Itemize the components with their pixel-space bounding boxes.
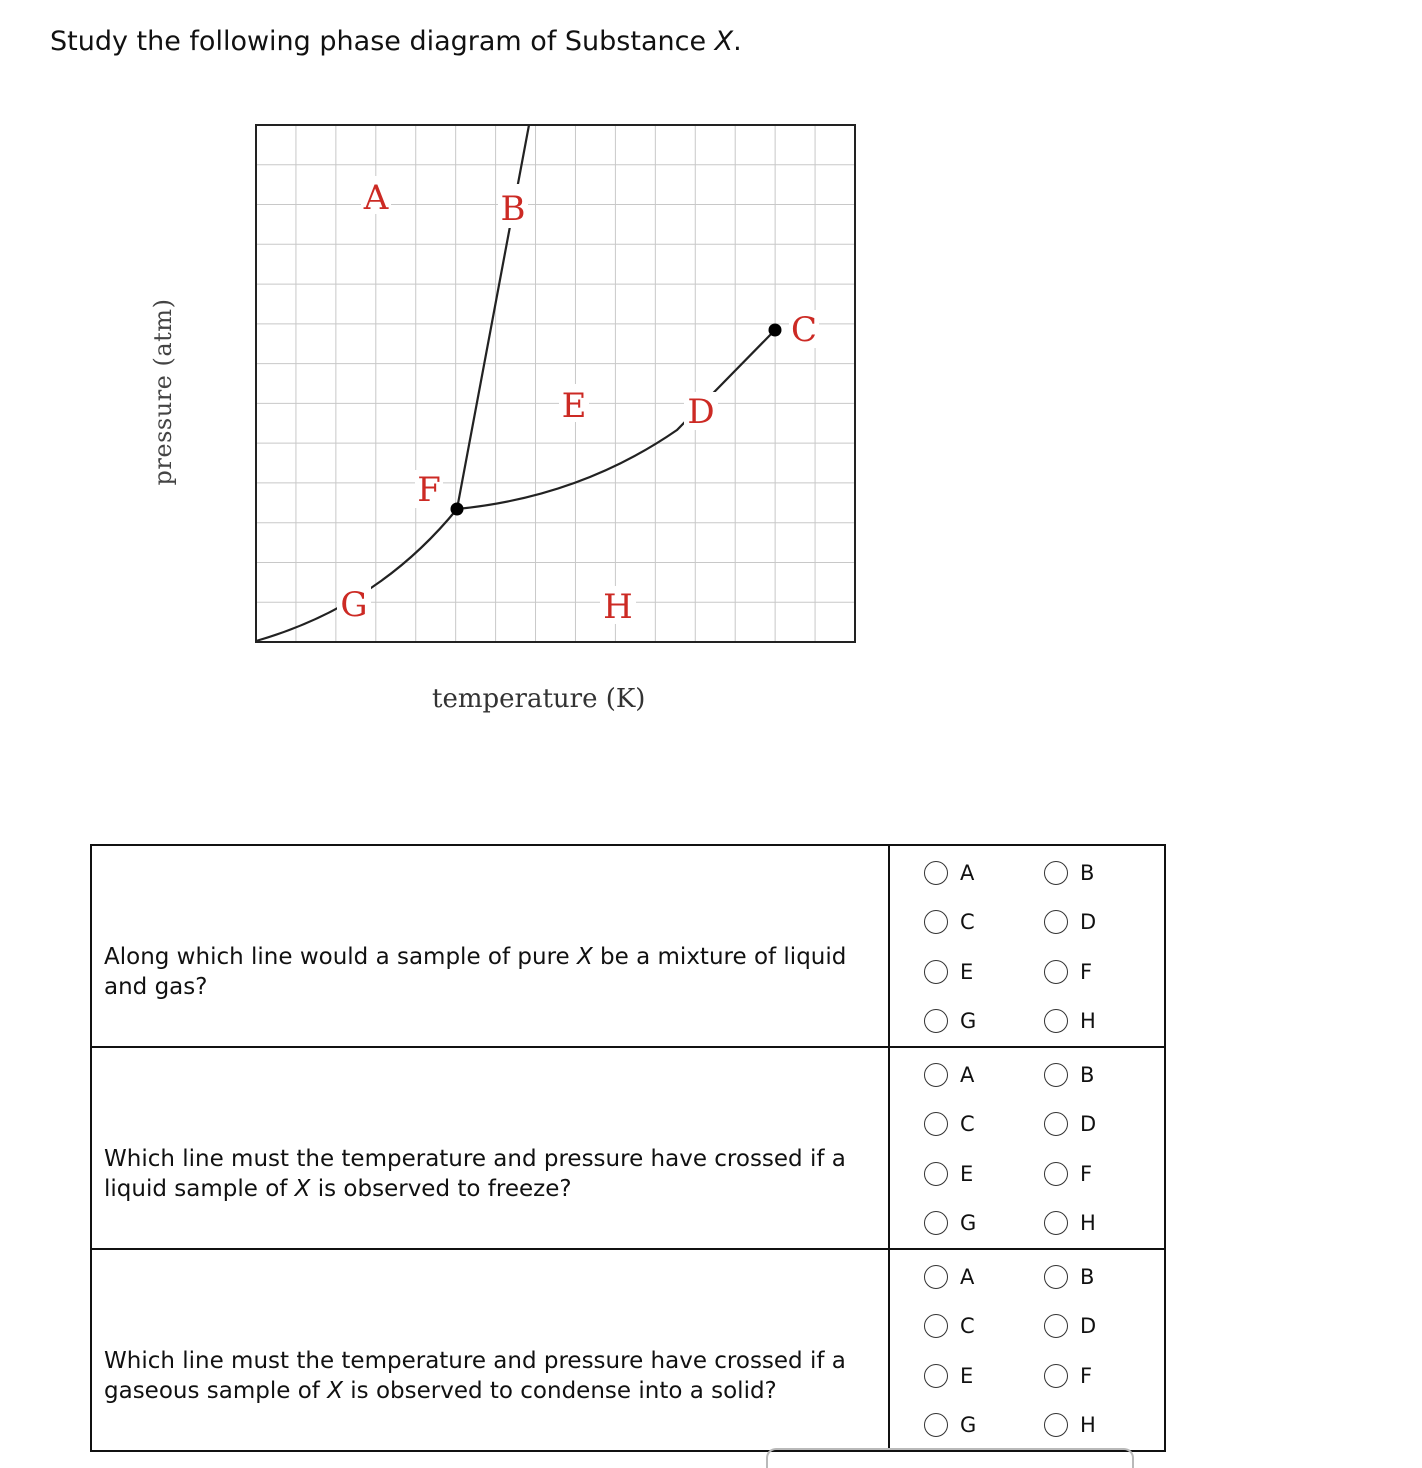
- question-cell: [91, 1249, 889, 1451]
- radio-option[interactable]: [1044, 1100, 1164, 1150]
- melting-curve: [457, 125, 529, 509]
- radio-option[interactable]: [924, 898, 1044, 948]
- radio-option[interactable]: [1044, 1351, 1164, 1401]
- option-label: B: [1080, 860, 1095, 885]
- radio-button[interactable]: [1044, 960, 1068, 984]
- radio-button[interactable]: [924, 1211, 948, 1235]
- answer-options: [889, 845, 1165, 1047]
- label-f: F: [417, 470, 441, 510]
- option-label: D: [1080, 1314, 1097, 1339]
- question-text-suffix: be a mixture of liquid and gas?: [104, 944, 847, 1000]
- radio-option[interactable]: [924, 947, 1044, 997]
- radio-option[interactable]: [924, 1050, 1044, 1100]
- option-label: B: [1080, 1062, 1095, 1087]
- radio-option[interactable]: [1044, 997, 1164, 1047]
- diagram-grid: [256, 125, 855, 642]
- question-row: [91, 845, 1165, 1047]
- vaporization-curve: [457, 330, 775, 509]
- radio-button[interactable]: [924, 910, 948, 934]
- radio-option[interactable]: [924, 1252, 1044, 1302]
- radio-button[interactable]: [1044, 1413, 1068, 1437]
- radio-option[interactable]: [924, 997, 1044, 1047]
- option-label: H: [1080, 1413, 1096, 1438]
- option-label: A: [960, 1264, 975, 1289]
- radio-option[interactable]: [924, 1351, 1044, 1401]
- question-cell: [91, 845, 889, 1047]
- radio-option[interactable]: [1044, 1401, 1164, 1451]
- label-c: C: [790, 310, 818, 350]
- radio-button[interactable]: [1044, 1112, 1068, 1136]
- radio-button[interactable]: [1044, 1265, 1068, 1289]
- radio-option[interactable]: [924, 1100, 1044, 1150]
- option-label: G: [960, 1413, 977, 1438]
- diagram-frame: [256, 125, 855, 642]
- radio-option[interactable]: [924, 1302, 1044, 1352]
- question-text-suffix: is observed to condense into a solid?: [342, 1378, 777, 1404]
- radio-button[interactable]: [1044, 1162, 1068, 1186]
- question-text-prefix: Which line must the temperature and pressure have crossed if a gaseous sample of: [104, 1348, 846, 1404]
- option-label: H: [1080, 1009, 1096, 1034]
- triple-point-marker: [451, 503, 464, 516]
- question-row: [91, 1249, 1165, 1451]
- radio-button[interactable]: [924, 1413, 948, 1437]
- radio-button[interactable]: [924, 960, 948, 984]
- question-substance: X: [576, 944, 593, 970]
- option-label: E: [960, 959, 974, 984]
- radio-button[interactable]: [924, 1112, 948, 1136]
- option-label: F: [1080, 959, 1093, 984]
- option-label: D: [1080, 910, 1097, 935]
- radio-option[interactable]: [1044, 1050, 1164, 1100]
- radio-option[interactable]: [924, 1199, 1044, 1249]
- radio-option[interactable]: [1044, 898, 1164, 948]
- option-label: A: [960, 1062, 975, 1087]
- radio-option[interactable]: [1044, 848, 1164, 898]
- radio-option[interactable]: [1044, 947, 1164, 997]
- radio-button[interactable]: [924, 1063, 948, 1087]
- option-label: E: [960, 1161, 974, 1186]
- radio-button[interactable]: [924, 1265, 948, 1289]
- radio-button[interactable]: [924, 1009, 948, 1033]
- question-text: [92, 942, 888, 1002]
- radio-button[interactable]: [1044, 1364, 1068, 1388]
- question-cell: [91, 1047, 889, 1249]
- instruction-suffix: .: [733, 26, 742, 57]
- option-label: D: [1080, 1112, 1097, 1137]
- option-label: C: [960, 910, 975, 935]
- option-label: F: [1080, 1363, 1093, 1388]
- radio-button[interactable]: [1044, 910, 1068, 934]
- radio-button[interactable]: [924, 1314, 948, 1338]
- option-label: G: [960, 1009, 977, 1034]
- question-substance: X: [294, 1176, 311, 1202]
- label-a: A: [363, 178, 389, 218]
- question-row: [91, 1047, 1165, 1249]
- label-d: D: [687, 392, 715, 432]
- radio-option[interactable]: [1044, 1252, 1164, 1302]
- option-label: B: [1080, 1264, 1095, 1289]
- question-substance: X: [327, 1378, 343, 1404]
- radio-button[interactable]: [1044, 861, 1068, 885]
- option-label: C: [960, 1112, 975, 1137]
- radio-option[interactable]: [924, 1401, 1044, 1451]
- option-label: G: [960, 1211, 977, 1236]
- radio-button[interactable]: [924, 861, 948, 885]
- y-axis-label: pressure (atm): [149, 298, 177, 486]
- question-text-prefix: Which line must the temperature and pressure have crossed if a liquid sample of: [104, 1146, 846, 1202]
- question-text-suffix: is observed to freeze?: [310, 1176, 572, 1202]
- label-e: E: [561, 386, 587, 426]
- question-text: [92, 1346, 888, 1406]
- label-b: B: [500, 189, 526, 229]
- option-label: E: [960, 1363, 974, 1388]
- x-axis-label: temperature (K): [432, 684, 646, 714]
- radio-option[interactable]: [1044, 1149, 1164, 1199]
- radio-button[interactable]: [924, 1162, 948, 1186]
- critical-point-marker: [769, 324, 782, 337]
- radio-option[interactable]: [924, 1149, 1044, 1199]
- question-text: [92, 1144, 888, 1204]
- radio-button[interactable]: [1044, 1009, 1068, 1033]
- label-h: H: [603, 587, 633, 627]
- option-label: H: [1080, 1211, 1096, 1236]
- substance-name: X: [714, 26, 734, 57]
- answer-options: [889, 1047, 1165, 1249]
- option-label: A: [960, 860, 975, 885]
- option-label: C: [960, 1314, 975, 1339]
- instruction-prefix: Study the following phase diagram of Substance: [50, 26, 715, 57]
- question-table: [90, 844, 1166, 1452]
- bottom-panel-tab[interactable]: [766, 1448, 1134, 1468]
- option-label: F: [1080, 1161, 1093, 1186]
- radio-button[interactable]: [1044, 1063, 1068, 1087]
- label-g: G: [340, 585, 368, 625]
- radio-option[interactable]: [1044, 1199, 1164, 1249]
- radio-option[interactable]: [924, 848, 1044, 898]
- radio-button[interactable]: [1044, 1314, 1068, 1338]
- radio-button[interactable]: [1044, 1211, 1068, 1235]
- radio-option[interactable]: [1044, 1302, 1164, 1352]
- question-text-prefix: Along which line would a sample of pure: [104, 944, 577, 970]
- answer-options: [889, 1249, 1165, 1451]
- radio-button[interactable]: [924, 1364, 948, 1388]
